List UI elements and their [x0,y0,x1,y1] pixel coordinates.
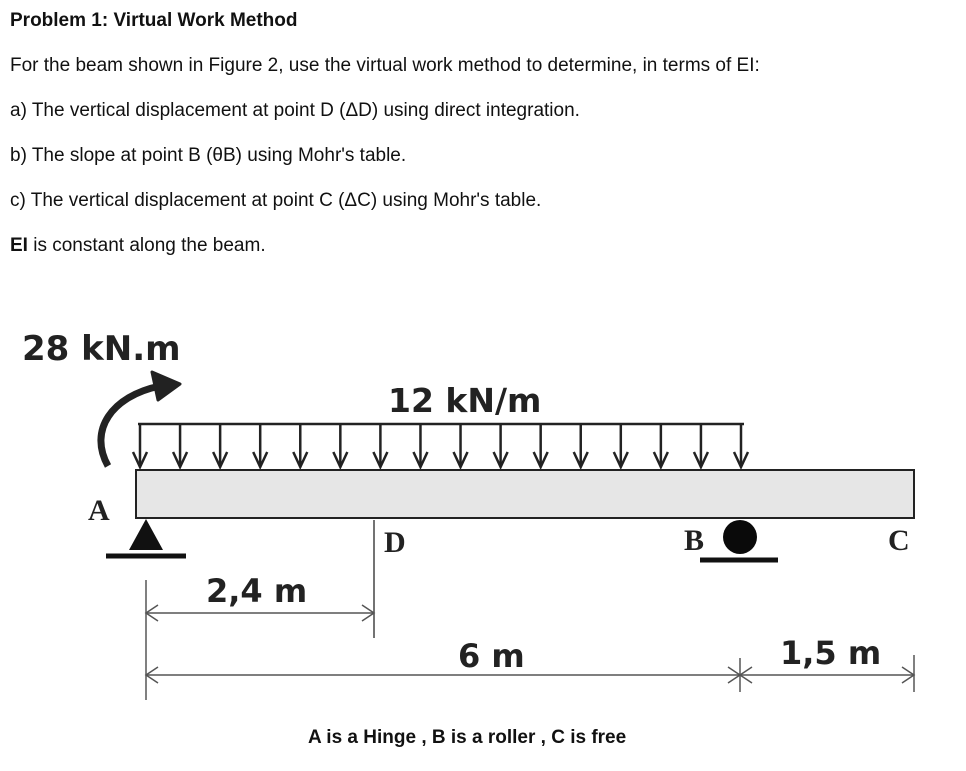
point-d-label: D [384,526,406,559]
point-b-label: B [684,524,705,557]
moment-arrowhead [152,372,180,400]
part-c-text: c) The vertical displacement at point C (ΔC) using Mohr's table. [10,190,542,211]
moment-arrow [101,386,160,466]
dim-ab-label: 6 m [458,637,525,675]
hinge-support-a [129,519,163,550]
point-a-label: A [88,494,110,527]
part-a-text: a) The vertical displacement at point D (ΔD) using direct integration. [10,100,580,121]
load-label: 12 kN/m [388,381,542,420]
moment-label: 28 kN.m [22,329,181,369]
point-c-label: C [888,524,910,557]
problem-title: Problem 1: Virtual Work Method [10,10,298,31]
roller-support-b [723,520,757,554]
part-b-text: b) The slope at point B (θB) using Mohr's table. [10,145,407,166]
dim-bc-label: 1,5 m [780,634,882,672]
ei-statement-text: is constant along the beam. [27,235,266,256]
load-arrows [133,424,748,467]
support-caption: A is a Hinge , B is a roller , C is free [308,727,627,748]
beam [136,470,914,518]
ei-symbol: EI [10,235,28,256]
dim-ad-label: 2,4 m [206,572,308,610]
problem-intro: For the beam shown in Figure 2, use the virtual work method to determine, in terms of EI: [10,55,760,76]
